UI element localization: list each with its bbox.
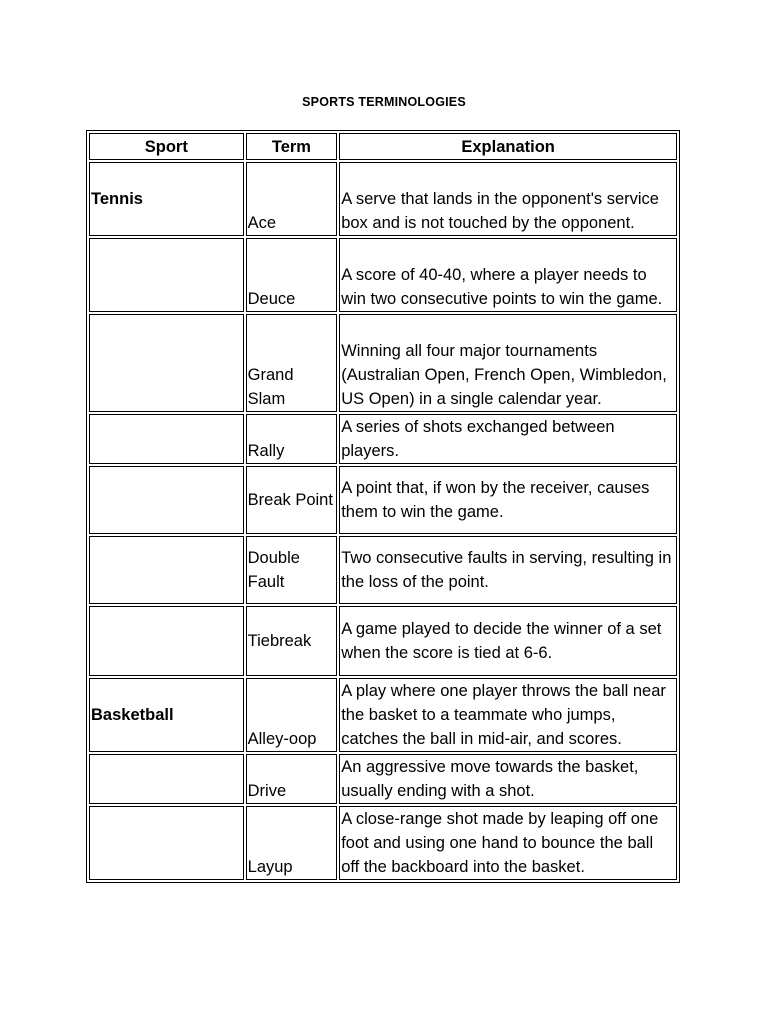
explanation-cell: A point that, if won by the receiver, causes them to win the game.: [339, 466, 677, 534]
table-row: [89, 536, 677, 604]
table-row: [89, 754, 677, 804]
term-cell: Ace: [246, 162, 338, 236]
sport-cell: [89, 414, 244, 464]
sport-cell: [89, 806, 244, 880]
table-row: [89, 414, 677, 464]
table-header-row: [89, 133, 677, 160]
table-row: [89, 162, 677, 236]
explanation-cell: A game played to decide the winner of a set when the score is tied at 6-6.: [339, 606, 677, 676]
header-sport: Sport: [89, 133, 244, 160]
table-row: [89, 606, 677, 676]
term-cell: Break Point: [246, 466, 338, 534]
sport-cell: [89, 754, 244, 804]
table-row: [89, 678, 677, 752]
explanation-cell: A score of 40-40, where a player needs to win two consecutive points to win the game.: [339, 238, 677, 312]
sport-cell: [89, 466, 244, 534]
term-cell: Grand Slam: [246, 314, 338, 412]
explanation-cell: A series of shots exchanged between players.: [339, 414, 677, 464]
header-term: Term: [246, 133, 338, 160]
term-cell: Drive: [246, 754, 338, 804]
table-row: [89, 806, 677, 880]
sport-cell: [89, 606, 244, 676]
explanation-cell: A serve that lands in the opponent's service box and is not touched by the opponent.: [339, 162, 677, 236]
sport-cell: [89, 238, 244, 312]
header-explanation: Explanation: [339, 133, 677, 160]
explanation-cell: Two consecutive faults in serving, resulting in the loss of the point.: [339, 536, 677, 604]
terminology-table: [86, 130, 680, 883]
term-cell: Alley-oop: [246, 678, 338, 752]
table-row: [89, 466, 677, 534]
sport-cell: [89, 314, 244, 412]
term-cell: Layup: [246, 806, 338, 880]
sport-cell: Tennis: [89, 162, 244, 236]
explanation-cell: Winning all four major tournaments (Australian Open, French Open, Wimbledon, US Open) in a single calendar year.: [339, 314, 677, 412]
term-cell: Rally: [246, 414, 338, 464]
document-title: SPORTS TERMINOLOGIES: [302, 95, 466, 109]
table-row: [89, 238, 677, 312]
sport-cell: Basketball: [89, 678, 244, 752]
sport-cell: [89, 536, 244, 604]
explanation-cell: A close-range shot made by leaping off one foot and using one hand to bounce the ball off the backboard into the basket.: [339, 806, 677, 880]
table-row: [89, 314, 677, 412]
term-cell: Double Fault: [246, 536, 338, 604]
explanation-cell: A play where one player throws the ball near the basket to a teammate who jumps, catches the ball in mid-air, and scores.: [339, 678, 677, 752]
term-cell: Deuce: [246, 238, 338, 312]
term-cell: Tiebreak: [246, 606, 338, 676]
explanation-cell: An aggressive move towards the basket, usually ending with a shot.: [339, 754, 677, 804]
